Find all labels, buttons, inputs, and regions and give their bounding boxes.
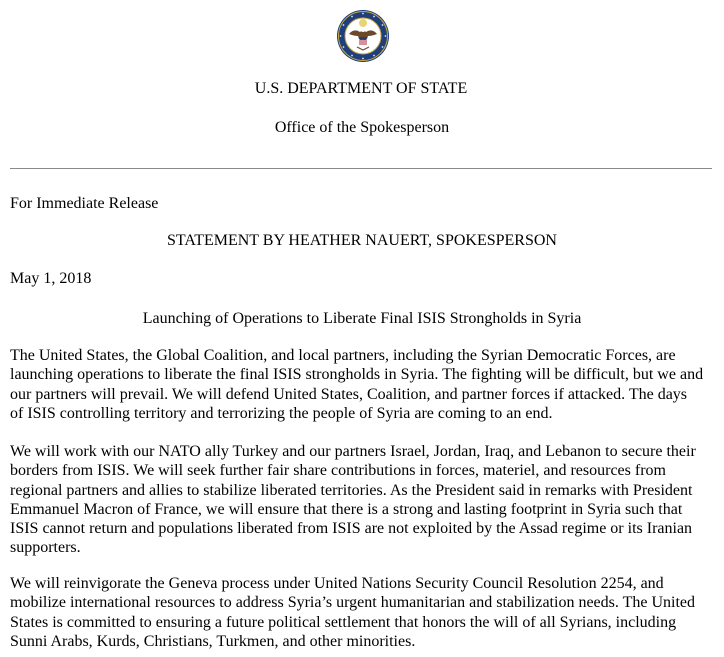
paragraph-line: borders from ISIS. We will seek further fair share contributions in forces, materiel, and resources from	[10, 462, 666, 480]
office-name: Office of the Spokesperson	[274, 119, 450, 136]
department-name: U.S. DEPARTMENT OF STATE	[254, 80, 468, 97]
paragraph-line: Sunni Arabs, Kurds, Christians, Turkmen, and other minorities.	[10, 632, 416, 650]
statement-title: STATEMENT BY HEATHER NAUERT, SPOKESPERSON	[167, 232, 557, 249]
paragraph-line: The United States, the Global Coalition, and local partners, including the Syrian Democratic Forces, are	[10, 347, 676, 364]
paragraph-line: States is committed to ensuring a future political settlement that honors the will of all Syrians, including	[10, 613, 677, 631]
paragraph-line: our partners will prevail. We will defend United States, Coalition, and partner forces if attacked. The days	[10, 385, 688, 403]
release-label: For Immediate Release	[10, 195, 159, 212]
paragraph-line: regional partners and allies to stabilize liberated territories. As the President said in remarks with President	[10, 481, 693, 499]
body-paragraph-2	[10, 442, 716, 558]
statement-subject: Launching of Operations to Liberate Final ISIS Strongholds in Syria	[142, 310, 582, 327]
header-divider	[10, 168, 712, 169]
paragraph-line: ISIS cannot return and populations liberated from ISIS are not exploited by the Assad regime or its Iranian	[10, 520, 693, 538]
paragraph-line: launching operations to liberate the final ISIS strongholds in Syria. The fighting will be difficult, but we and	[10, 366, 704, 384]
paragraph-line: mobilize international resources to address Syria’s urgent humanitarian and stabilization needs. The United	[10, 594, 695, 612]
body-paragraph-1	[10, 346, 716, 423]
release-date: May 1, 2018	[10, 270, 92, 287]
department-of-state-seal-icon	[336, 9, 390, 63]
paragraph-line: of ISIS controlling territory and terrorizing the people of Syria are coming to an end.	[10, 404, 553, 422]
paragraph-line: We will reinvigorate the Geneva process under United Nations Security Council Resolution 2254, and	[10, 575, 664, 592]
paragraph-line: We will work with our NATO ally Turkey and our partners Israel, Jordan, Iraq, and Lebanon to secure their	[10, 443, 696, 460]
body-paragraph-3	[10, 574, 716, 651]
paragraph-line: supporters.	[10, 539, 81, 557]
paragraph-line: Emmanuel Macron of France, we will ensure that there is a strong and lasting footprint in Syria such that	[10, 500, 683, 518]
